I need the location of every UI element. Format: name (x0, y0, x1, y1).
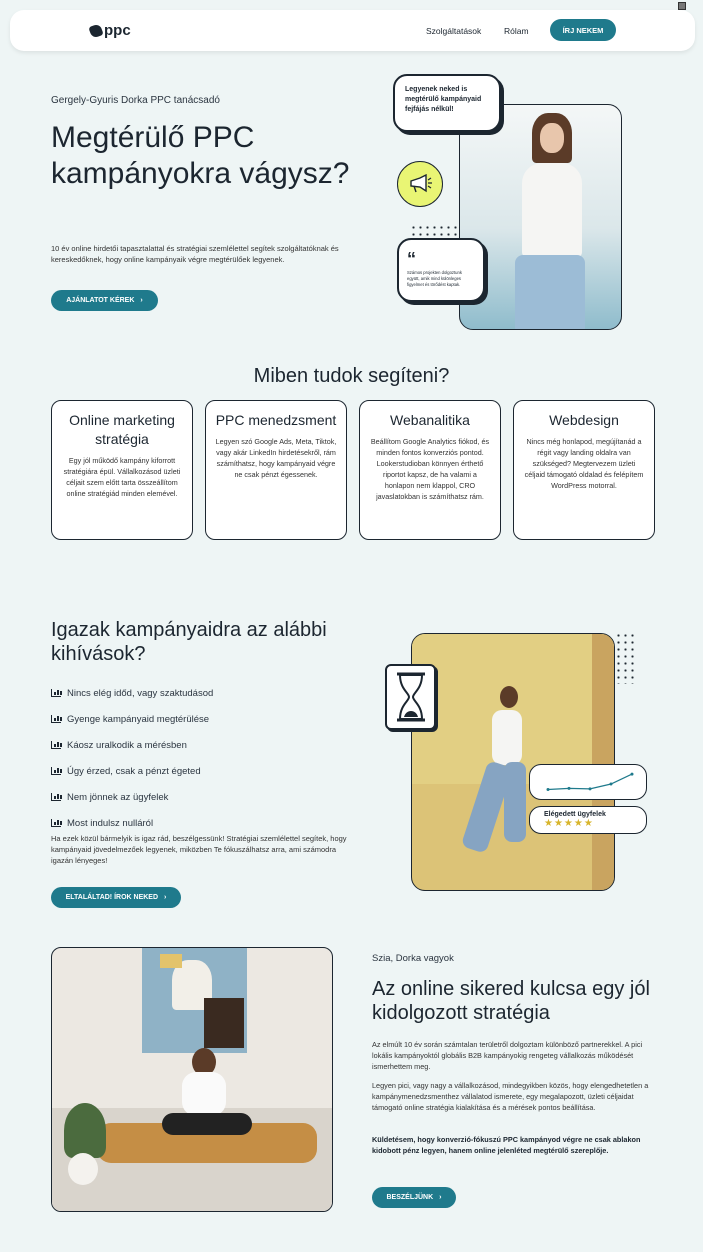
hero-title: Megtérülő PPC kampányokra vágysz? (51, 121, 350, 190)
service-card-text: Legyen szó Google Ads, Meta, Tiktok, vagy akár LinkedIn hirdetésekről, rám számíthatsz, hogy kampányaid végre ne csak pénzt égessenek. (215, 437, 337, 479)
service-card-title: Webanalitika (390, 412, 470, 428)
list-item-label: Nincs elég időd, vagy szaktudásod (67, 687, 214, 699)
list-item (51, 758, 213, 784)
list-item-label: Gyenge kampányaid megtérülése (67, 713, 210, 725)
logo-text: ppc (104, 22, 131, 39)
list-item-label: Úgy érzed, csak a pénzt égeted (67, 765, 201, 777)
decor-dots (615, 632, 637, 684)
request-offer-label: AJÁNLATOT KÉREK (66, 297, 135, 304)
about-paragraph-2: Legyen pici, vagy nagy a vállalkozásod, mindegyikben közös, hogy elengedhetetlen a kampánymenedzsmenthez vállalatod ismerete, egy megalapozott, üzleti céljaidat támogató online stratégia kialakítása és a mérések pontos beállítása. (372, 1081, 649, 1112)
megaphone-icon (397, 161, 443, 207)
bar-chart-icon (51, 689, 61, 697)
testimonial-text: Számos projekten dolgoztunk együtt, amik mind különleges figyelmet és törődést kaptak. (407, 270, 462, 287)
trend-point-4 (631, 773, 634, 776)
service-card-strategy[interactable] (51, 400, 193, 540)
service-card-text: Beállítom Google Analytics fiókod, és minden fontos konverziós pontod. Lookerstudioban könnyen érthető riportot kapsz, de ha valami a honlapon nem klappol, CRO javaslatokban is számíthatsz rám. (370, 437, 490, 501)
challenges-list (51, 680, 213, 836)
rating-stars: ★★★★★ (544, 818, 594, 829)
service-card-text: Egy jól működő kampány kiforrott stratégiára épül. Vállalkozásod üzleti céljait szem előtt tarta összeállítom online stratégiád minden elemével. (63, 456, 181, 498)
services-title: Miben tudok segíteni? (253, 365, 450, 387)
lets-talk-button[interactable] (372, 1187, 456, 1208)
hero-text: 10 év online hirdetői tapasztalattal és stratégiai szemlélettel segítek szolgáltatóknak és kereskedőknek, hogy online kampányaik végre megtérülőek legyenek. (51, 244, 339, 264)
hero-photo (459, 104, 622, 330)
trend-point-1 (568, 787, 571, 790)
trend-line-chart (530, 765, 648, 801)
write-me-label: ELTALÁLTAD! ÍROK NEKED (65, 894, 159, 901)
trend-chart-card (529, 764, 647, 800)
list-item-label: Nem jönnek az ügyfelek (67, 791, 169, 803)
request-offer-button[interactable] (51, 290, 158, 311)
review-label: Elégedett ügyfelek (544, 811, 606, 818)
review-card (529, 806, 647, 834)
service-card-text: Nincs még honlapod, megújítanád a régit vagy landing oldalra van szükséged? Megtervezem üzleti céljaid támogató oldalad és felépítem WordPress motorral. (524, 437, 644, 490)
person-legs (162, 1113, 252, 1135)
testimonial-bubble (397, 238, 485, 302)
person-top (492, 710, 522, 765)
contact-button[interactable]: ÍRJ NEKEM (550, 19, 616, 41)
trend-line (548, 774, 632, 789)
logo[interactable] (90, 22, 131, 39)
nav-link-services[interactable]: Szolgáltatások (426, 26, 482, 36)
service-card-title: Webdesign (549, 412, 619, 428)
person-top (522, 163, 582, 258)
list-item (51, 784, 213, 810)
about-mission: Küldetésem, hogy konverzió-fókuszú PPC kampányod végre ne csak ablakon kidobott pénz legyen, hanem online jelenléted megtérülő szereplője. (372, 1135, 641, 1155)
about-photo (51, 947, 333, 1212)
bar-chart-icon (51, 793, 61, 801)
photo-wall-edge (592, 634, 615, 891)
list-item (51, 706, 213, 732)
service-card-webdesign[interactable] (513, 400, 655, 540)
list-item-label: Most indulsz nulláról (67, 817, 154, 829)
service-card-title: Online marketing stratégia (69, 412, 175, 447)
bar-chart-icon (51, 767, 61, 775)
quote-icon: “ (407, 249, 416, 269)
site-header (10, 10, 695, 51)
list-item-label: Káosz uralkodik a mérésben (67, 739, 187, 751)
list-item (51, 680, 213, 706)
browser-corner-icon (678, 2, 686, 10)
trend-point-2 (589, 787, 592, 790)
plant (64, 1103, 106, 1158)
about-paragraph-1: Az elmúlt 10 év során számtalan területről dolgoztam különböző partnerekkel. A pici lokális kampányoktól globális B2B kampányokig rengeteg vállalkozás működését ismerhettem meg. (372, 1040, 643, 1071)
chevron-right-icon: › (164, 894, 167, 901)
lets-talk-label: BESZÉLJÜNK (386, 1194, 434, 1201)
bar-chart-icon (51, 819, 61, 827)
challenges-title: Igazak kampányaidra az alábbi kihívások? (51, 619, 327, 665)
person-jeans (515, 255, 585, 330)
list-item (51, 732, 213, 758)
chevron-right-icon: › (439, 1194, 442, 1201)
service-card-ppc[interactable] (205, 400, 347, 540)
person-face (540, 123, 564, 153)
person-head (500, 686, 518, 708)
write-me-button[interactable] (51, 887, 181, 908)
bar-chart-icon (51, 715, 61, 723)
wall-painting (142, 948, 247, 1053)
bar-chart-icon (51, 741, 61, 749)
hero-speech-bubble: Legyenek neked is megtérülő kampányaid fejfájás nélkül! (393, 74, 501, 132)
plant-pot (68, 1153, 98, 1185)
logo-leaf-icon (88, 23, 103, 38)
chevron-right-icon: › (140, 297, 143, 304)
challenges-photo (411, 633, 615, 891)
trend-point-0 (547, 788, 550, 791)
challenges-text: Ha ezek közül bármelyik is igaz rád, beszélgessünk! Stratégiai szemlélettel segítek, hogy kampányaid jövedelmezőek legyenek, miközben Te fókuszálhatsz arra, ami számodra igazán lényeges! (51, 834, 347, 865)
about-title: Az online sikered kulcsa egy jól kidolgozott stratégia (372, 978, 650, 1024)
service-card-analytics[interactable] (359, 400, 501, 540)
about-eyebrow: Szia, Dorka vagyok (372, 953, 454, 964)
nav-link-about[interactable]: Rólam (504, 26, 529, 36)
trend-point-3 (610, 783, 613, 786)
person-top (182, 1072, 226, 1116)
service-card-title: PPC menedzsment (215, 412, 337, 428)
hourglass-icon (385, 664, 436, 730)
person-leg-right (504, 762, 526, 842)
hero-eyebrow: Gergely-Gyuris Dorka PPC tanácsadó (51, 95, 220, 106)
